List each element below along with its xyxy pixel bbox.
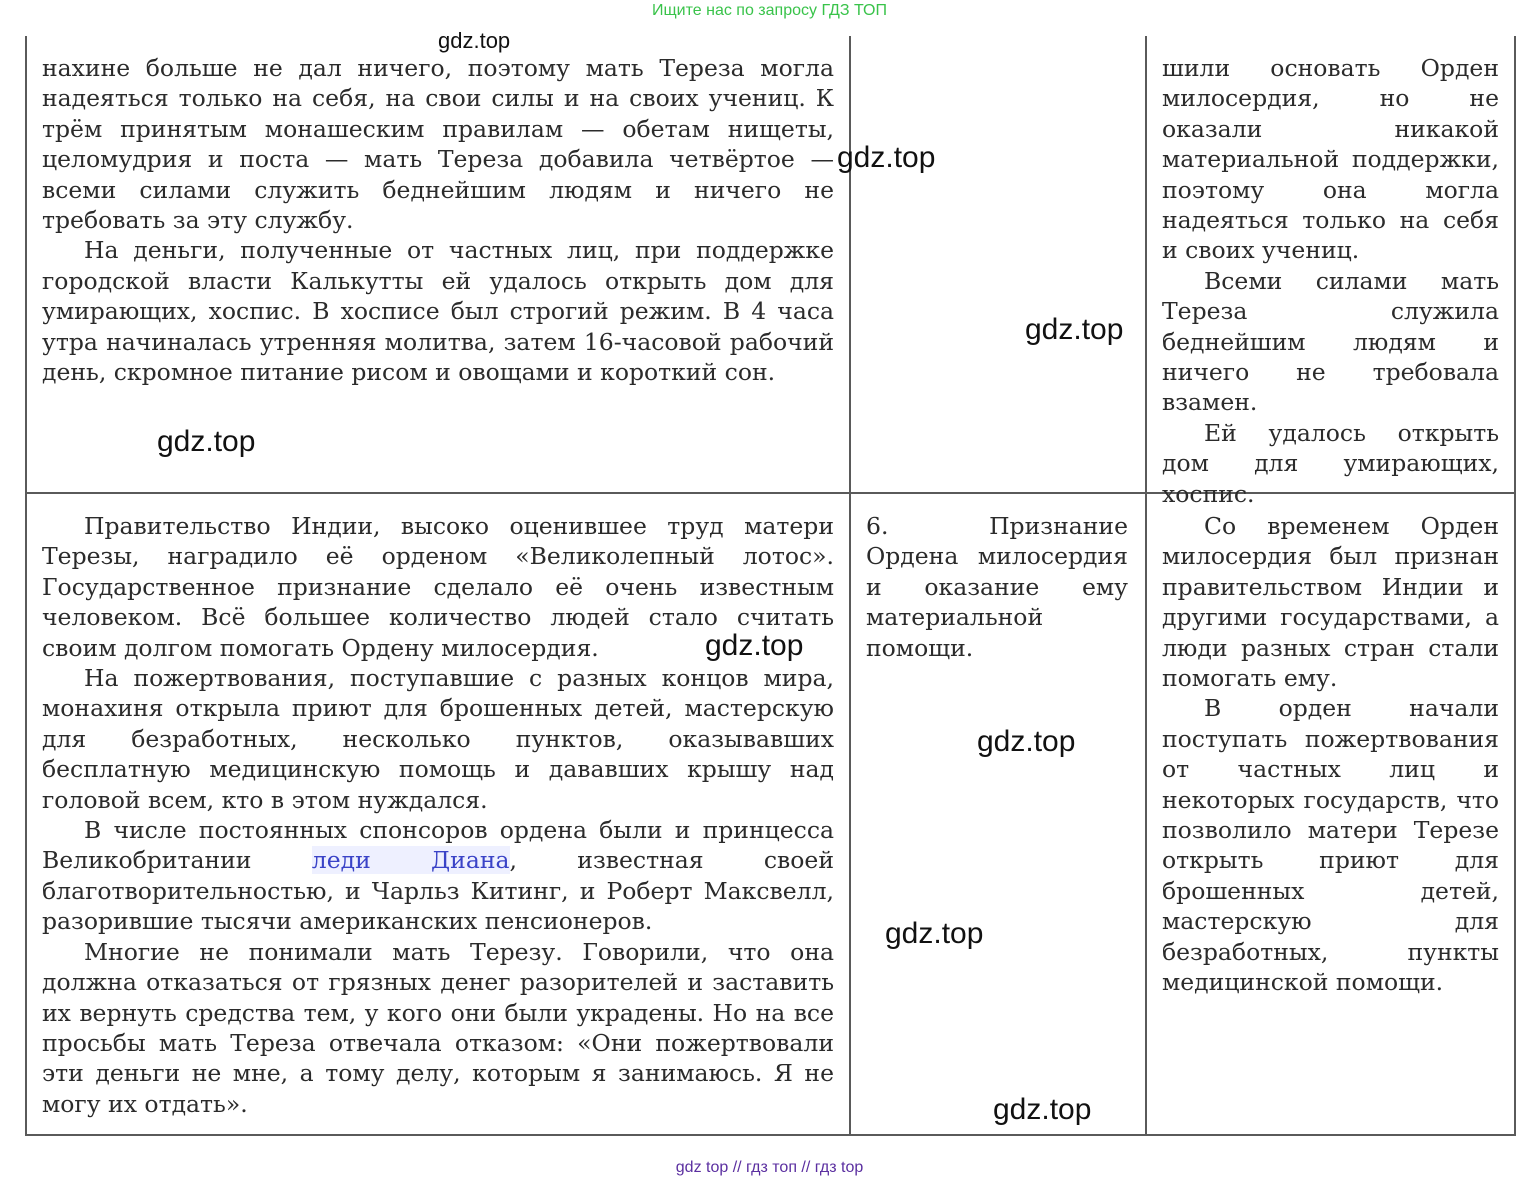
row1-col3-paragraph: Ей удалось открыть дом для умирающих, хоспис. bbox=[1162, 418, 1499, 508]
row2-col3-paragraph: Со временем Орден милосердия был признан правительством Индии и другими государствами, а люди разных стран стали помогать ему. bbox=[1162, 512, 1499, 693]
row1-col1-text bbox=[42, 53, 834, 387]
row2-col1-paragraph: Правительство Индии, высоко оценившее труд матери Терезы, наградило её орденом «Великолепный лотос». Государственное признание сделало её очень известным человеком. Всё большее количество людей стало считать своим долгом помогать Ордену милосердия. bbox=[42, 512, 834, 662]
watermark: gdz.top bbox=[438, 28, 511, 53]
table-border-col2 bbox=[849, 36, 851, 1136]
search-banner: Ищите нас по запросу ГДЗ ТОП bbox=[652, 2, 887, 19]
row1-col3-text bbox=[1162, 53, 1499, 509]
watermark: gdz.top bbox=[1025, 313, 1124, 346]
footer-watermark: gdz top // гдз топ // гдз top bbox=[675, 1159, 864, 1176]
watermark: gdz.top bbox=[705, 629, 804, 662]
row1-col1-paragraph: нахине больше не дал ничего, поэтому мать Тереза могла надеяться только на себя, на свои силы и на своих учениц. К трём принятым монашеским правилам — обетам нищеты, целомудрия и поста — мать Тереза добавила четвёртое — всеми силами служить беднейшим людям и ничего не требовать за эту службу. bbox=[42, 54, 834, 235]
row2-col1-text bbox=[42, 511, 834, 1119]
row1-col3-paragraph: шили основать Орден милосердия, но не оказали никакой материальной поддержки, поэтому она могла надеяться только на себя и своих учениц. bbox=[1162, 54, 1499, 265]
watermark: gdz.top bbox=[837, 141, 936, 174]
row1-col1-paragraph: На деньги, полученные от частных лиц, при поддержке городской власти Калькутты ей удалось открыть дом для умирающих, хоспис. В хосписе был строгий режим. В 4 часа утра начиналась утренняя молитва, затем 16-часовой рабочий день, скромное питание рисом и овощами и короткий сон. bbox=[42, 236, 834, 387]
table-border-bottom bbox=[25, 1134, 1516, 1136]
table-border-right bbox=[1514, 36, 1516, 1136]
table-border-left bbox=[25, 36, 27, 1136]
row2-col1-paragraph bbox=[42, 815, 834, 937]
paragraph-text: В числе постоянных спонсоров ордена были и принцесса Великобритании bbox=[42, 816, 834, 875]
watermark: gdz.top bbox=[993, 1093, 1092, 1126]
row2-col2-text: 6. Признание Ордена милосердия и оказание ему материальной помощи. bbox=[866, 512, 1128, 662]
row2-col1-paragraph: Многие не понимали мать Терезу. Говорили, что она должна отказаться от грязных денег разорителей и заставить их вернуть средства тем, у кого они были украдены. Но на все просьбы мать Тереза отвечала отказом: «Они пожертвовали эти деньги не мне, а тому делу, которым я занимаюсь. Я не могу их отдать». bbox=[42, 937, 834, 1118]
watermark: gdz.top bbox=[885, 917, 984, 950]
watermark: gdz.top bbox=[157, 425, 256, 458]
row2-col3-text bbox=[1162, 511, 1499, 998]
row2-col3-paragraph: В орден начали поступать пожертвования от частных лиц и некоторых государств, что позволило матери Терезе открыть приют для брошенных детей, мастерскую для безработных, пункты медицинской помощи. bbox=[1162, 694, 1499, 997]
lady-diana-link[interactable]: леди Диана bbox=[311, 846, 510, 875]
paragraph-text: , известная своей благотворительностью, и Чарльз Китинг, и Роберт Максвелл, разорившие тысячи американских пенсионеров. bbox=[42, 846, 834, 936]
row2-col1-paragraph: На пожертвования, поступавшие с разных концов мира, монахиня открыла приют для брошенных детей, мастерскую для безработных, несколько пунктов, оказывавших бесплатную медицинскую помощь и дававших крышу над головой всем, кто в этом нуждался. bbox=[42, 664, 834, 814]
watermark: gdz.top bbox=[977, 725, 1076, 758]
row1-col3-paragraph: Всеми силами мать Тереза служила беднейшим людям и ничего не требовала взамен. bbox=[1162, 266, 1499, 417]
table-border-col3 bbox=[1145, 36, 1147, 1136]
